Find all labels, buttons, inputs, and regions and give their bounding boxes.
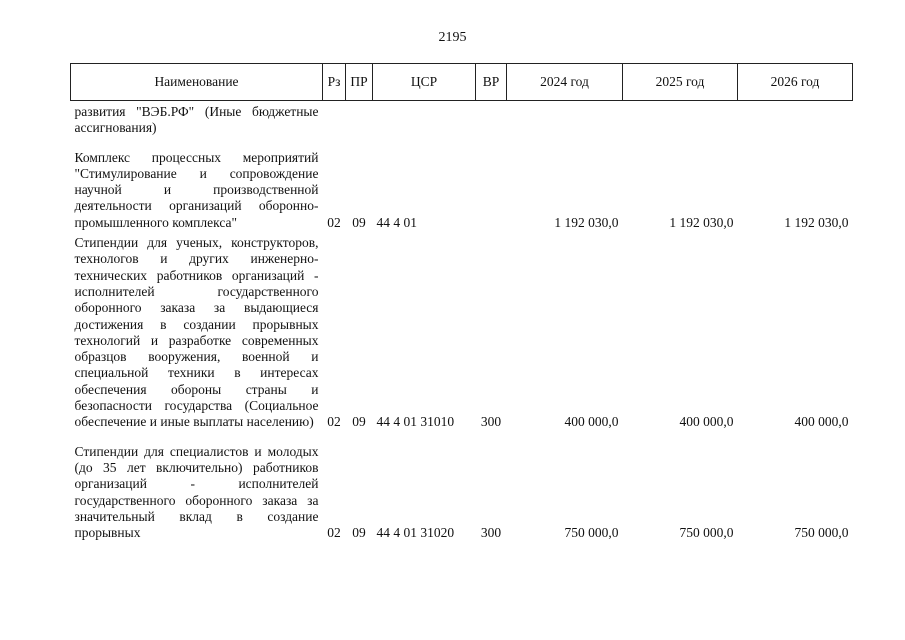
- header-2025: 2025 год: [623, 64, 738, 101]
- row-2024: 400 000,0: [564, 414, 619, 430]
- row-vr: [476, 101, 507, 138]
- row-csr: 44 4 01 31010: [376, 414, 455, 430]
- row-name: Комплекс процессных мероприятий "Стимулирование и сопровождение научной и производственной деятельности организаций оборонно-промышленного комплекса": [74, 149, 319, 230]
- row-rz: 02: [327, 414, 341, 430]
- header-2024: 2024 год: [507, 64, 623, 101]
- row-vr: 300: [480, 414, 502, 430]
- table-row: [71, 432, 853, 543]
- header-2026: 2026 год: [738, 64, 853, 101]
- row-2024: [507, 101, 623, 138]
- table-row: [71, 101, 853, 138]
- header-vr: ВР: [476, 64, 507, 101]
- table-row: [71, 232, 853, 432]
- row-2024: 1 192 030,0: [554, 214, 619, 230]
- header-rz: Рз: [323, 64, 346, 101]
- row-vr: [476, 138, 507, 232]
- table-row: [71, 138, 853, 232]
- row-rz: 02: [327, 214, 341, 230]
- row-pr: 09: [352, 525, 366, 541]
- row-2025: 400 000,0: [679, 414, 734, 430]
- row-rz: 02: [327, 525, 341, 541]
- budget-table: [70, 63, 853, 542]
- row-rz: [323, 101, 346, 138]
- row-name: Стипендии для специалистов и молодых (до 35 лет включительно) работников организаций - исполнителей государственного оборонного заказа за значительный вклад в создание прорывных: [74, 443, 319, 541]
- row-name: Стипендии для ученых, конструкторов, технологов и других инженерно-технических работников организаций - исполнителей государственного оборонного заказа за выдающиеся достижения в создании прорывных технологий и разработке современных образцов вооружения, военной и специальной техники в интересах обеспечения обороны страны и безопасности государства (Социальное обеспечение и иные выплаты населению): [74, 235, 319, 430]
- row-2026: [738, 101, 853, 138]
- row-pr: 09: [352, 414, 366, 430]
- row-name: развития "ВЭБ.РФ" (Иные бюджетные ассигнования): [74, 104, 319, 136]
- row-pr: [346, 101, 373, 138]
- row-vr: 300: [480, 525, 502, 541]
- row-2026: 750 000,0: [794, 525, 849, 541]
- row-2026: 400 000,0: [794, 414, 849, 430]
- row-2025: 750 000,0: [679, 525, 734, 541]
- row-2024: 750 000,0: [564, 525, 619, 541]
- row-pr: 09: [352, 214, 366, 230]
- table-header: [71, 64, 853, 101]
- row-2026: 1 192 030,0: [784, 214, 849, 230]
- row-csr: 44 4 01 31020: [376, 525, 455, 541]
- header-name: Наименование: [71, 64, 323, 101]
- row-csr: 44 4 01: [376, 214, 417, 230]
- page-number: 2195: [438, 30, 467, 45]
- header-pr: ПР: [346, 64, 373, 101]
- row-2025: 1 192 030,0: [669, 214, 734, 230]
- row-csr: [373, 101, 476, 138]
- header-csr: ЦСР: [373, 64, 476, 101]
- row-2025: [623, 101, 738, 138]
